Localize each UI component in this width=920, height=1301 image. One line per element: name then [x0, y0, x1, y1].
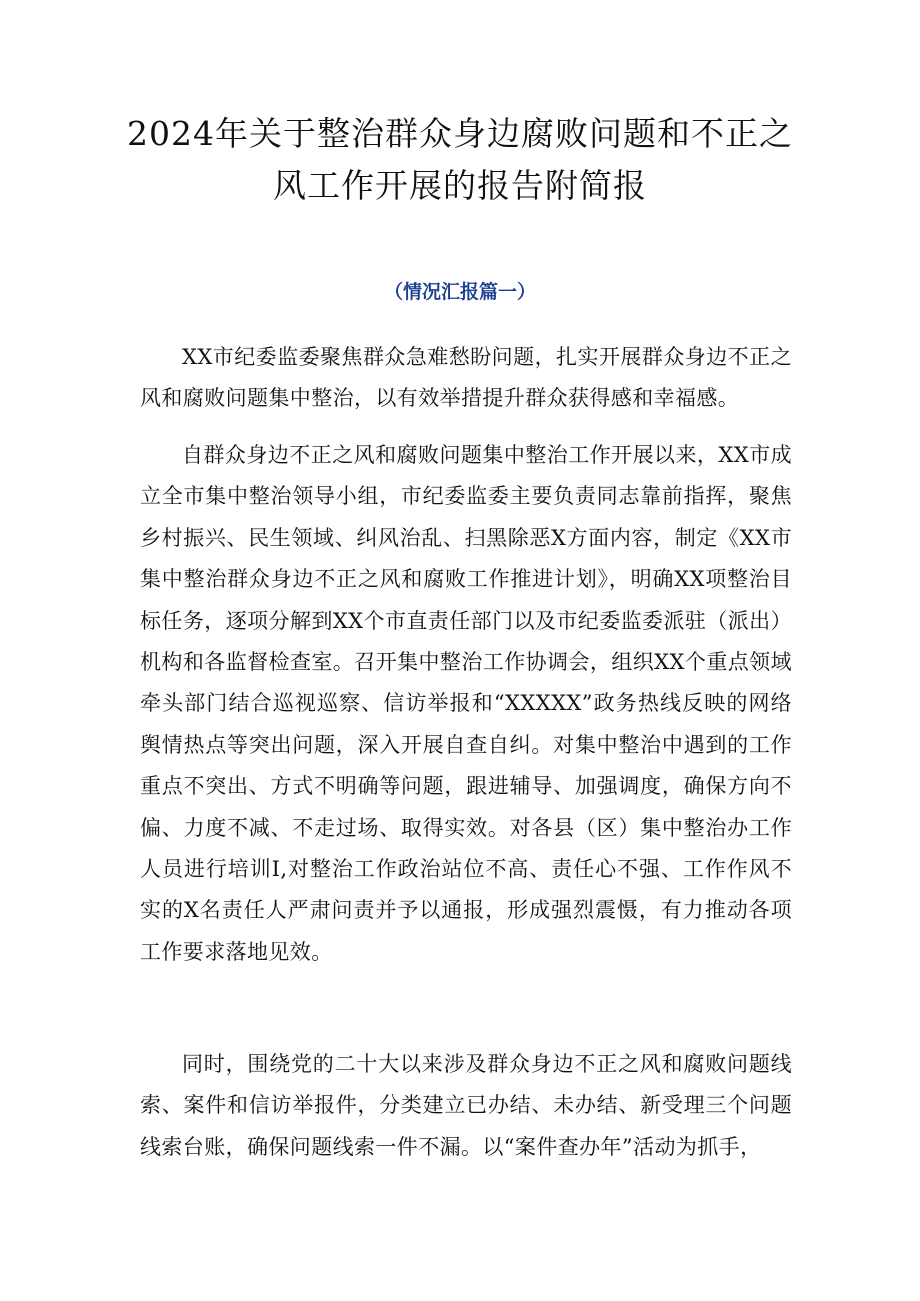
paragraph-3: 同时，围绕党的二十大以来涉及群众身边不正之风和腐败问题线索、案件和信访举报件，分类建立已办结、未办结、新受理三个问题线索台账，确保问题线索一件不漏。以“案件查办年”活动为抓手，: [140, 1052, 792, 1159]
paragraph-2: 自群众身边不正之风和腐败问题集中整治工作开展以来，XX市成立全市集中整治领导小组，市纪委监委主要负责同志靠前指挥，聚焦乡村振兴、民生领域、纠风治乱、扫黑除恶X方面内容，制定《XX市集中整治群众身边不正之风和腐败工作推进计划》，明确XX项整治目标任务，逐项分解到XX个市直责任部门以及市纪委监委派驻（派出）机构和各监督检查室。召开集中整治工作协调会，组织XX个重点领域牵头部门结合巡视巡察、信访举报和“XXXXX”政务热线反映的网络舆情热点等突出问题，深入开展自查自纠。对集中整治中遇到的工作重点不突出、方式不明确等问题，跟进辅导、加强调度，确保方向不偏、力度不减、不走过场、取得实效。对各县（区）集中整治办工作人员进行培训I,对整治工作政治站位不高、责任心不强、工作作风不实的X名责任人严肃问责并予以通报，形成强烈震慑，有力推动各项工作要求落地见效。: [140, 443, 792, 964]
paragraph-1: XX市纪委监委聚焦群众急难愁盼问题，扎实开展群众身边不正之风和腐败问题集中整治，以有效举措提升群众获得感和幸福感。: [140, 345, 792, 411]
section-subtitle: （情况汇报篇一）: [383, 281, 536, 303]
document-title: 2024年关于整治群众身边腐败问题和不正之风工作开展的报告附简报: [127, 114, 793, 205]
